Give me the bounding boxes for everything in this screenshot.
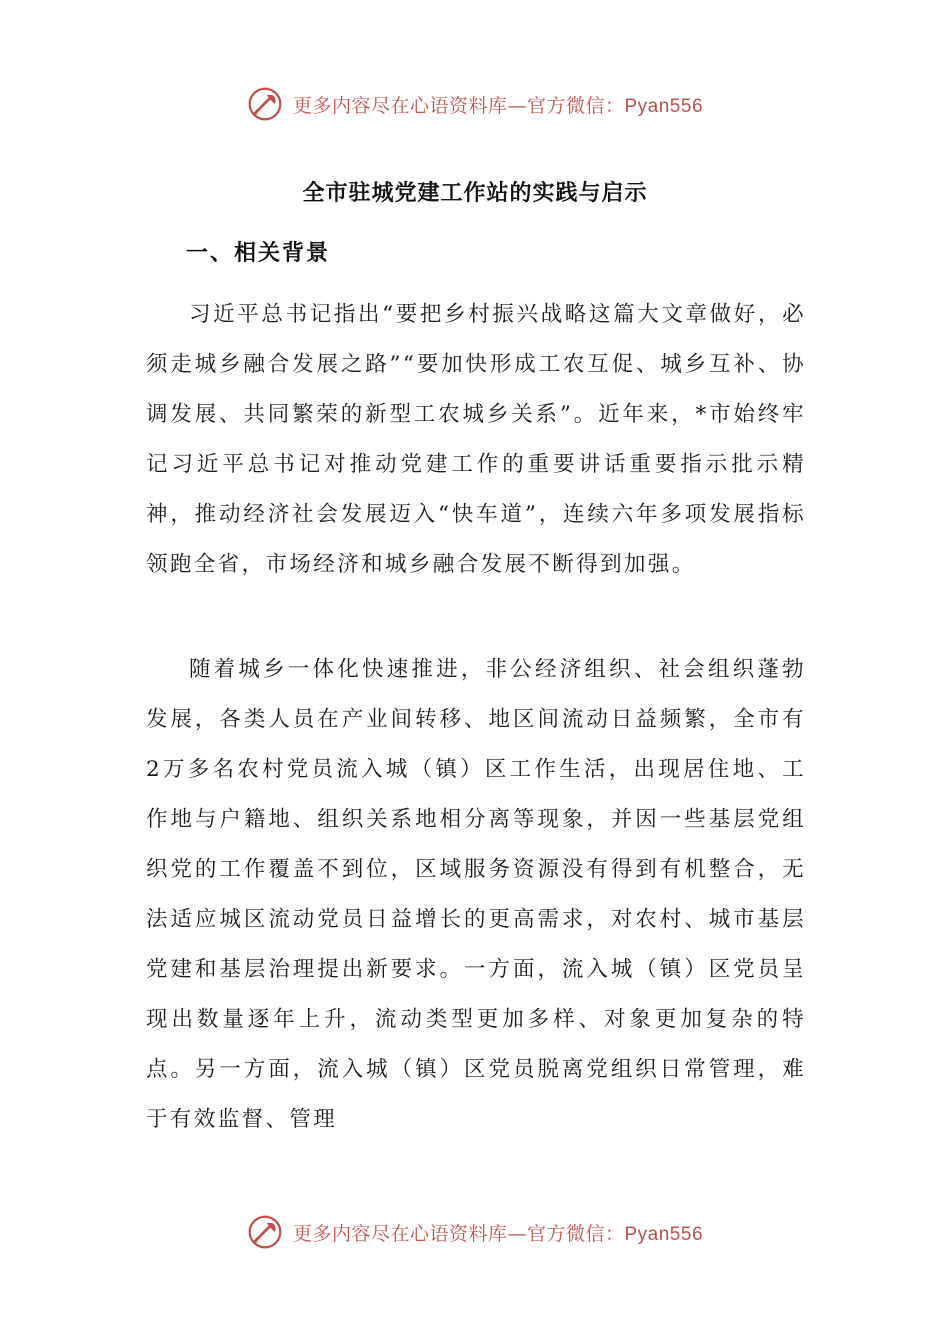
header-watermark bbox=[0, 82, 950, 126]
wechat-id: Pyan556 bbox=[624, 95, 704, 117]
quill-logo-icon bbox=[247, 86, 283, 122]
watermark-text: 更多内容尽在心语资料库—官方微信：Pyan556 bbox=[292, 94, 704, 117]
footer-watermark bbox=[0, 1210, 950, 1254]
paragraph-2: 随着城乡一体化快速推进，非公经济组织、社会组织蓬勃发展，各类人员在产业间转移、地区间流动日益频繁，全市有2万多名农村党员流入城（镇）区工作生活，出现居住地、工作地与户籍地、组织关系地相分离等现象，并因一些基层党组织党的工作覆盖不到位，区域服务资源没有得到有机整合，无法适应城区流动党员日益增长的更高需求，对农村、城市基层党建和基层治理提出新要求。一方面，流入城（镇）区党员呈现出数量逐年上升，流动类型更加多样、对象更加复杂的特点。另一方面，流入城（镇）区党员脱离党组织日常管理，难于有效监督、管理 bbox=[146, 657, 806, 1132]
paragraph-1: 习近平总书记指出“要把乡村振兴战略这篇大文章做好，必须走城乡融合发展之路”“要加快形成工农互促、城乡互补、协调发展、共同繁荣的新型工农城乡关系”。近年来，*市始终牢记习近平总书记对推动党建工作的重要讲话重要指示批示精神，推动经济社会发展迈入“快车道”，连续六年多项发展指标领跑全省，市场经济和城乡融合发展不断得到加强。 bbox=[146, 302, 806, 577]
wechat-id: Pyan556 bbox=[624, 1223, 704, 1245]
section-heading: 一、相关背景 bbox=[186, 240, 331, 266]
quill-logo-icon bbox=[247, 1214, 283, 1250]
watermark-text: 更多内容尽在心语资料库—官方微信：Pyan556 bbox=[292, 1222, 704, 1245]
document-title: 全市驻城党建工作站的实践与启示 bbox=[302, 180, 648, 206]
